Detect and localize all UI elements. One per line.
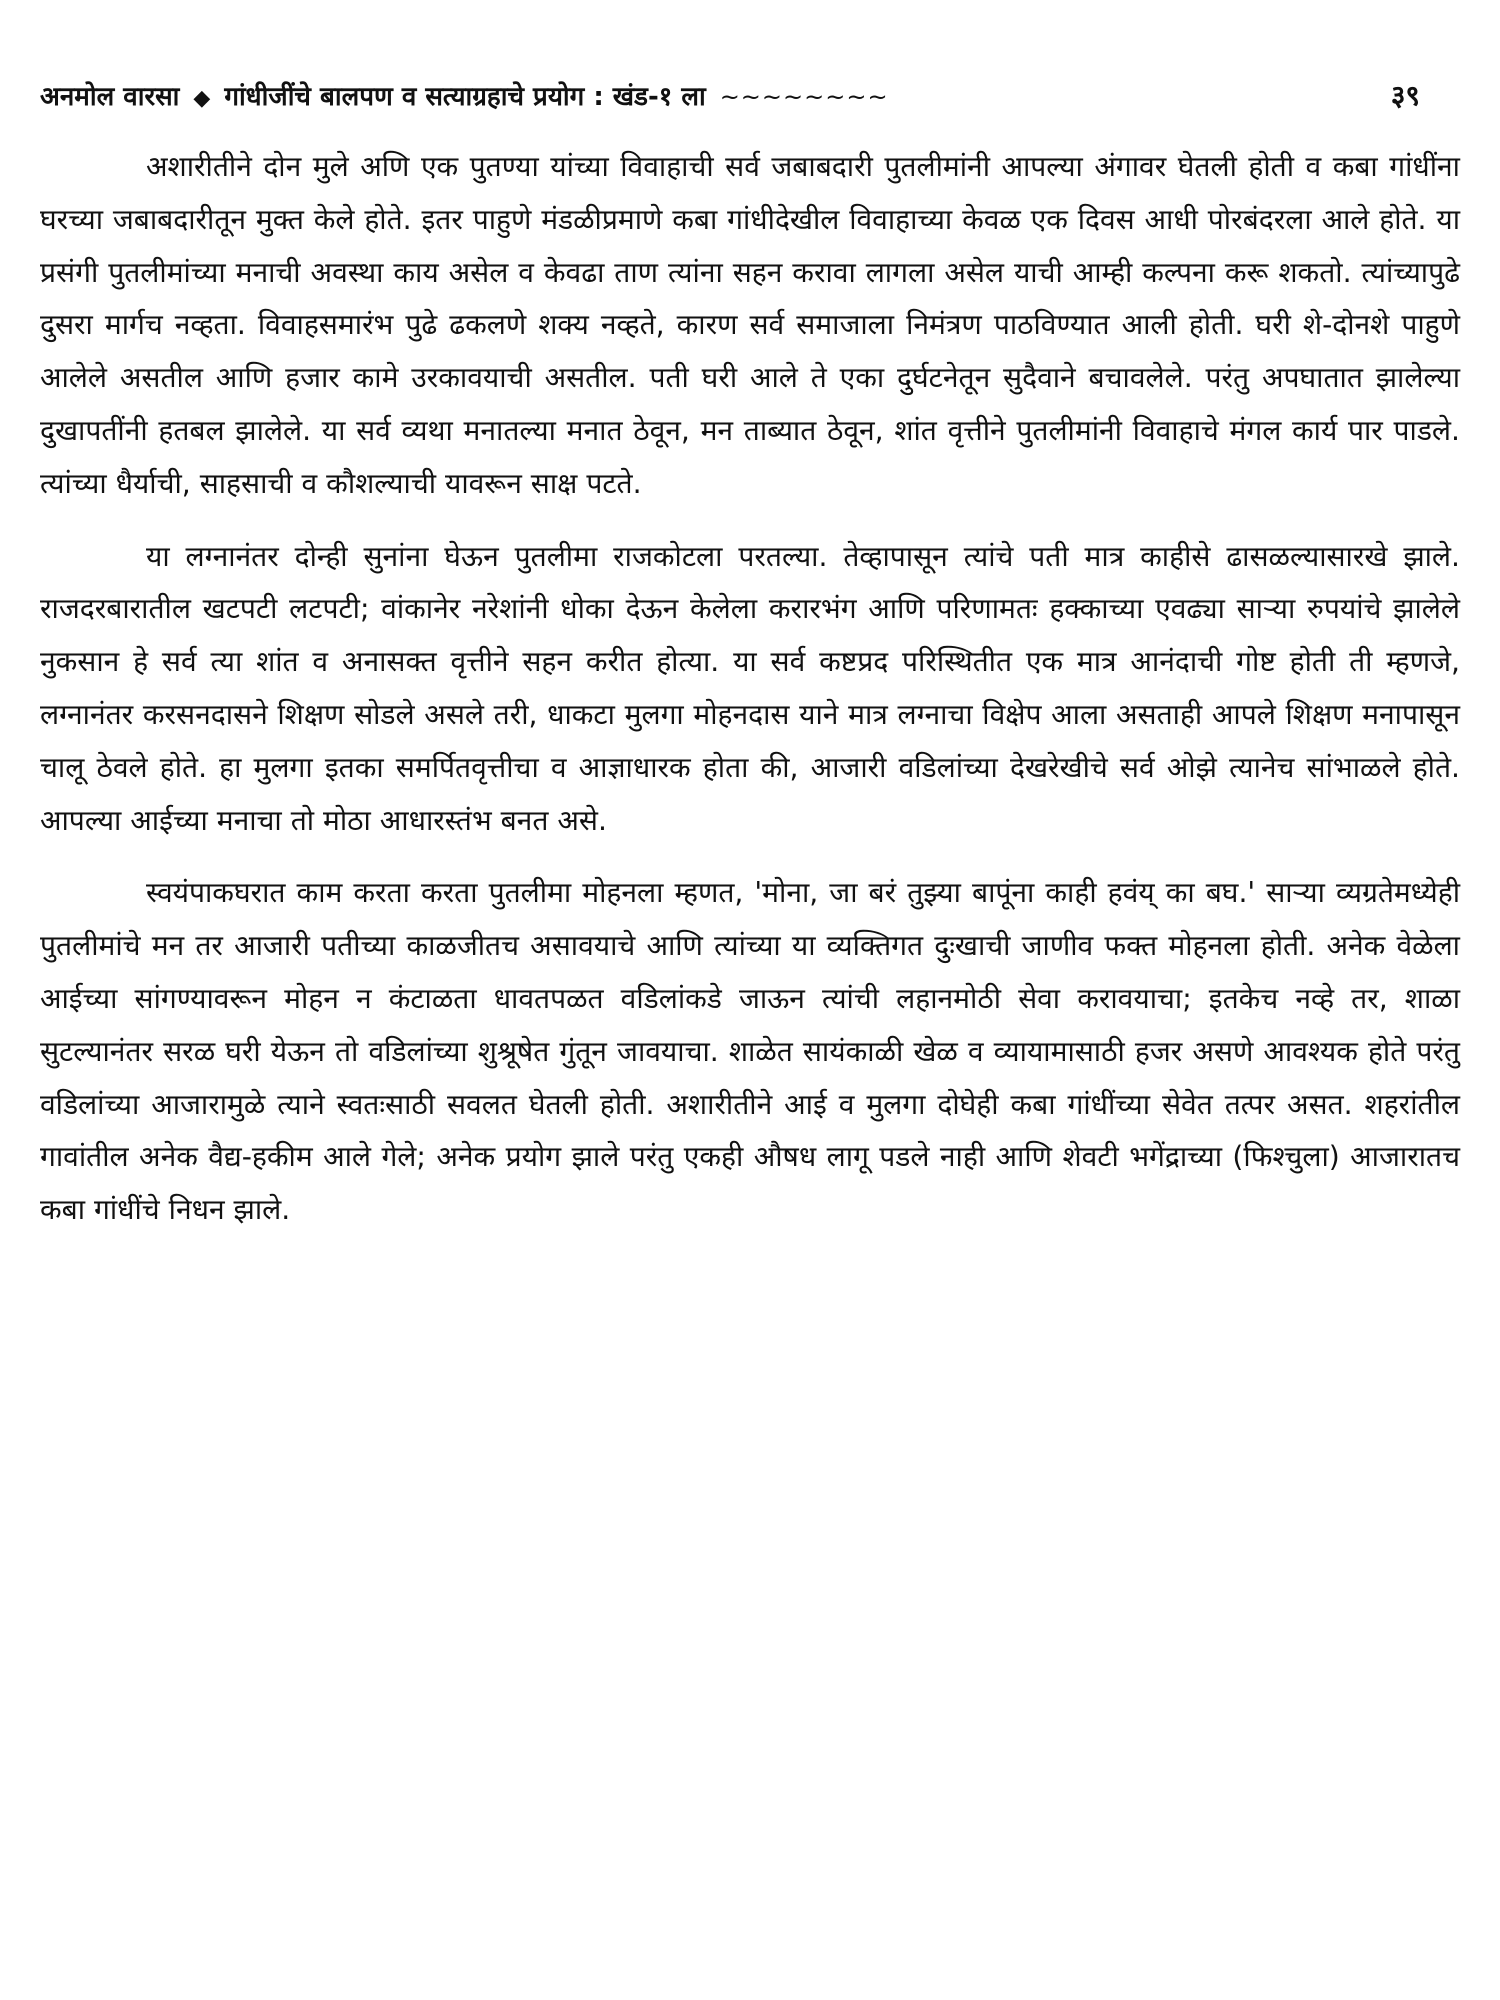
- paragraph-3-text: स्वयंपाकघरात काम करता करता पुतलीमा मोहनला म्हणत, 'मोना, जा बरं तुझ्या बापूंना काही हवंय् का बघ.' साऱ्या व्यग्रतेमध्येही पुतलीमांचे मन तर आजारी पतीच्या काळजीतच असावयाचे आणि त्यांच्या या व्यक्तिगत दुःखाची जाणीव फक्त मोहनला होती. अनेक वेळेला आईच्या सांगण्यावरून मोहन न कंटाळता धावतपळत वडिलांकडे जाऊन त्यांची लहानमोठी सेवा करावयाचा; इतकेच नव्हे तर, शाळा सुटल्यानंतर सरळ घरी येऊन तो वडिलांच्या शुश्रूषेत गुंतून जावयाचा. शाळेत सायंकाळी खेळ व व्यायामासाठी हजर असणे आवश्यक होते परंतु वडिलांच्या आजारामुळे त्याने स्वतःसाठी सवलत घेतली होती. अशारीतीने आई व मुलगा दोघेही कबा गांधींच्या सेवेत तत्पर असत. शहरांतील गावांतील अनेक वैद्य-हकीम आले गेले; अनेक प्रयोग झाले परंतु एकही औषध लागू पडले नाही आणि शेवटी भगेंद्राच्या (फिश्चुला) आजारातच कबा गांधींचे निधन झाले.: [40, 876, 1460, 1227]
- diamond-icon: ◆: [193, 86, 211, 111]
- chapter-title: गांधीजींचे बालपण व सत्याग्रहाचे प्रयोग : खंड-१ ला: [224, 82, 706, 112]
- header-titles: [40, 77, 889, 119]
- paragraph-3: [40, 867, 1460, 1237]
- page-header: [40, 76, 1460, 119]
- paragraph-1-text: अशारीतीने दोन मुले अणि एक पुतण्या यांच्या विवाहाची सर्व जबाबदारी पुतलीमांनी आपल्या अंगावर घेतली होती व कबा गांधींना घरच्या जबाबदारीतून मुक्त केले होते. इतर पाहुणे मंडळीप्रमाणे कबा गांधीदेखील विवाहाच्या केवळ एक दिवस आधी पोरबंदरला आले होते. या प्रसंगी पुतलीमांच्या मनाची अवस्था काय असेल व केवढा ताण त्यांना सहन करावा लागला असेल याची आम्ही कल्पना करू शकतो. त्यांच्यापुढे दुसरा मार्गच नव्हता. विवाहसमारंभ पुढे ढकलणे शक्य नव्हते, कारण सर्व समाजाला निमंत्रण पाठविण्यात आली होती. घरी शे-दोनशे पाहुणे आलेले असतील आणि हजार कामे उरकावयाची असतील. पती घरी आले ते एका दुर्घटनेतून सुदैवाने बचावलेले. परंतु अपघातात झालेल्या दुखापतींनी हतबल झालेले. या सर्व व्यथा मनातल्या मनात ठेवून, मन ताब्यात ठेवून, शांत वृत्तीने पुतलीमांनी विवाहाचे मंगल कार्य पार पाडले. त्यांच्या धैर्याची, साहसाची व कौशल्याची यावरून साक्ष पटते.: [40, 150, 1460, 500]
- header-ornament: ~~~~~~~~: [719, 83, 889, 111]
- paragraph-2-text: या लग्नानंतर दोन्ही सुनांना घेऊन पुतलीमा राजकोटला परतल्या. तेव्हापासून त्यांचे पती मात्र काहीसे ढासळल्यासारखे झाले. राजदरबारातील खटपटी लटपटी; वांकानेर नरेशांनी धोका देऊन केलेला करारभंग आणि परिणामतः हक्काच्या एवढ्या साऱ्या रुपयांचे झालेले नुकसान हे सर्व त्या शांत व अनासक्त वृत्तीने सहन करीत होत्या. या सर्व कष्टप्रद परिस्थितीत एक मात्र आनंदाची गोष्ट होती ती म्हणजे, लग्नानंतर करसनदासने शिक्षण सोडले असले तरी, धाकटा मुलगा मोहनदास याने मात्र लग्नाचा विक्षेप आला असताही आपले शिक्षण मनापासून चालू ठेवले होते. हा मुलगा इतका समर्पितवृत्तीचा व आज्ञाधारक होता की, आजारी वडिलांच्या देखरेखीचे सर्व ओझे त्यानेच सांभाळले होते. आपल्या आईच्या मनाचा तो मोठा आधारस्तंभ बनत असे.: [40, 539, 1460, 837]
- page-number: ३९: [1390, 79, 1420, 112]
- paragraph-1: [40, 141, 1460, 511]
- paragraph-2: [40, 531, 1460, 848]
- running-title: अनमोल वारसा: [40, 82, 180, 112]
